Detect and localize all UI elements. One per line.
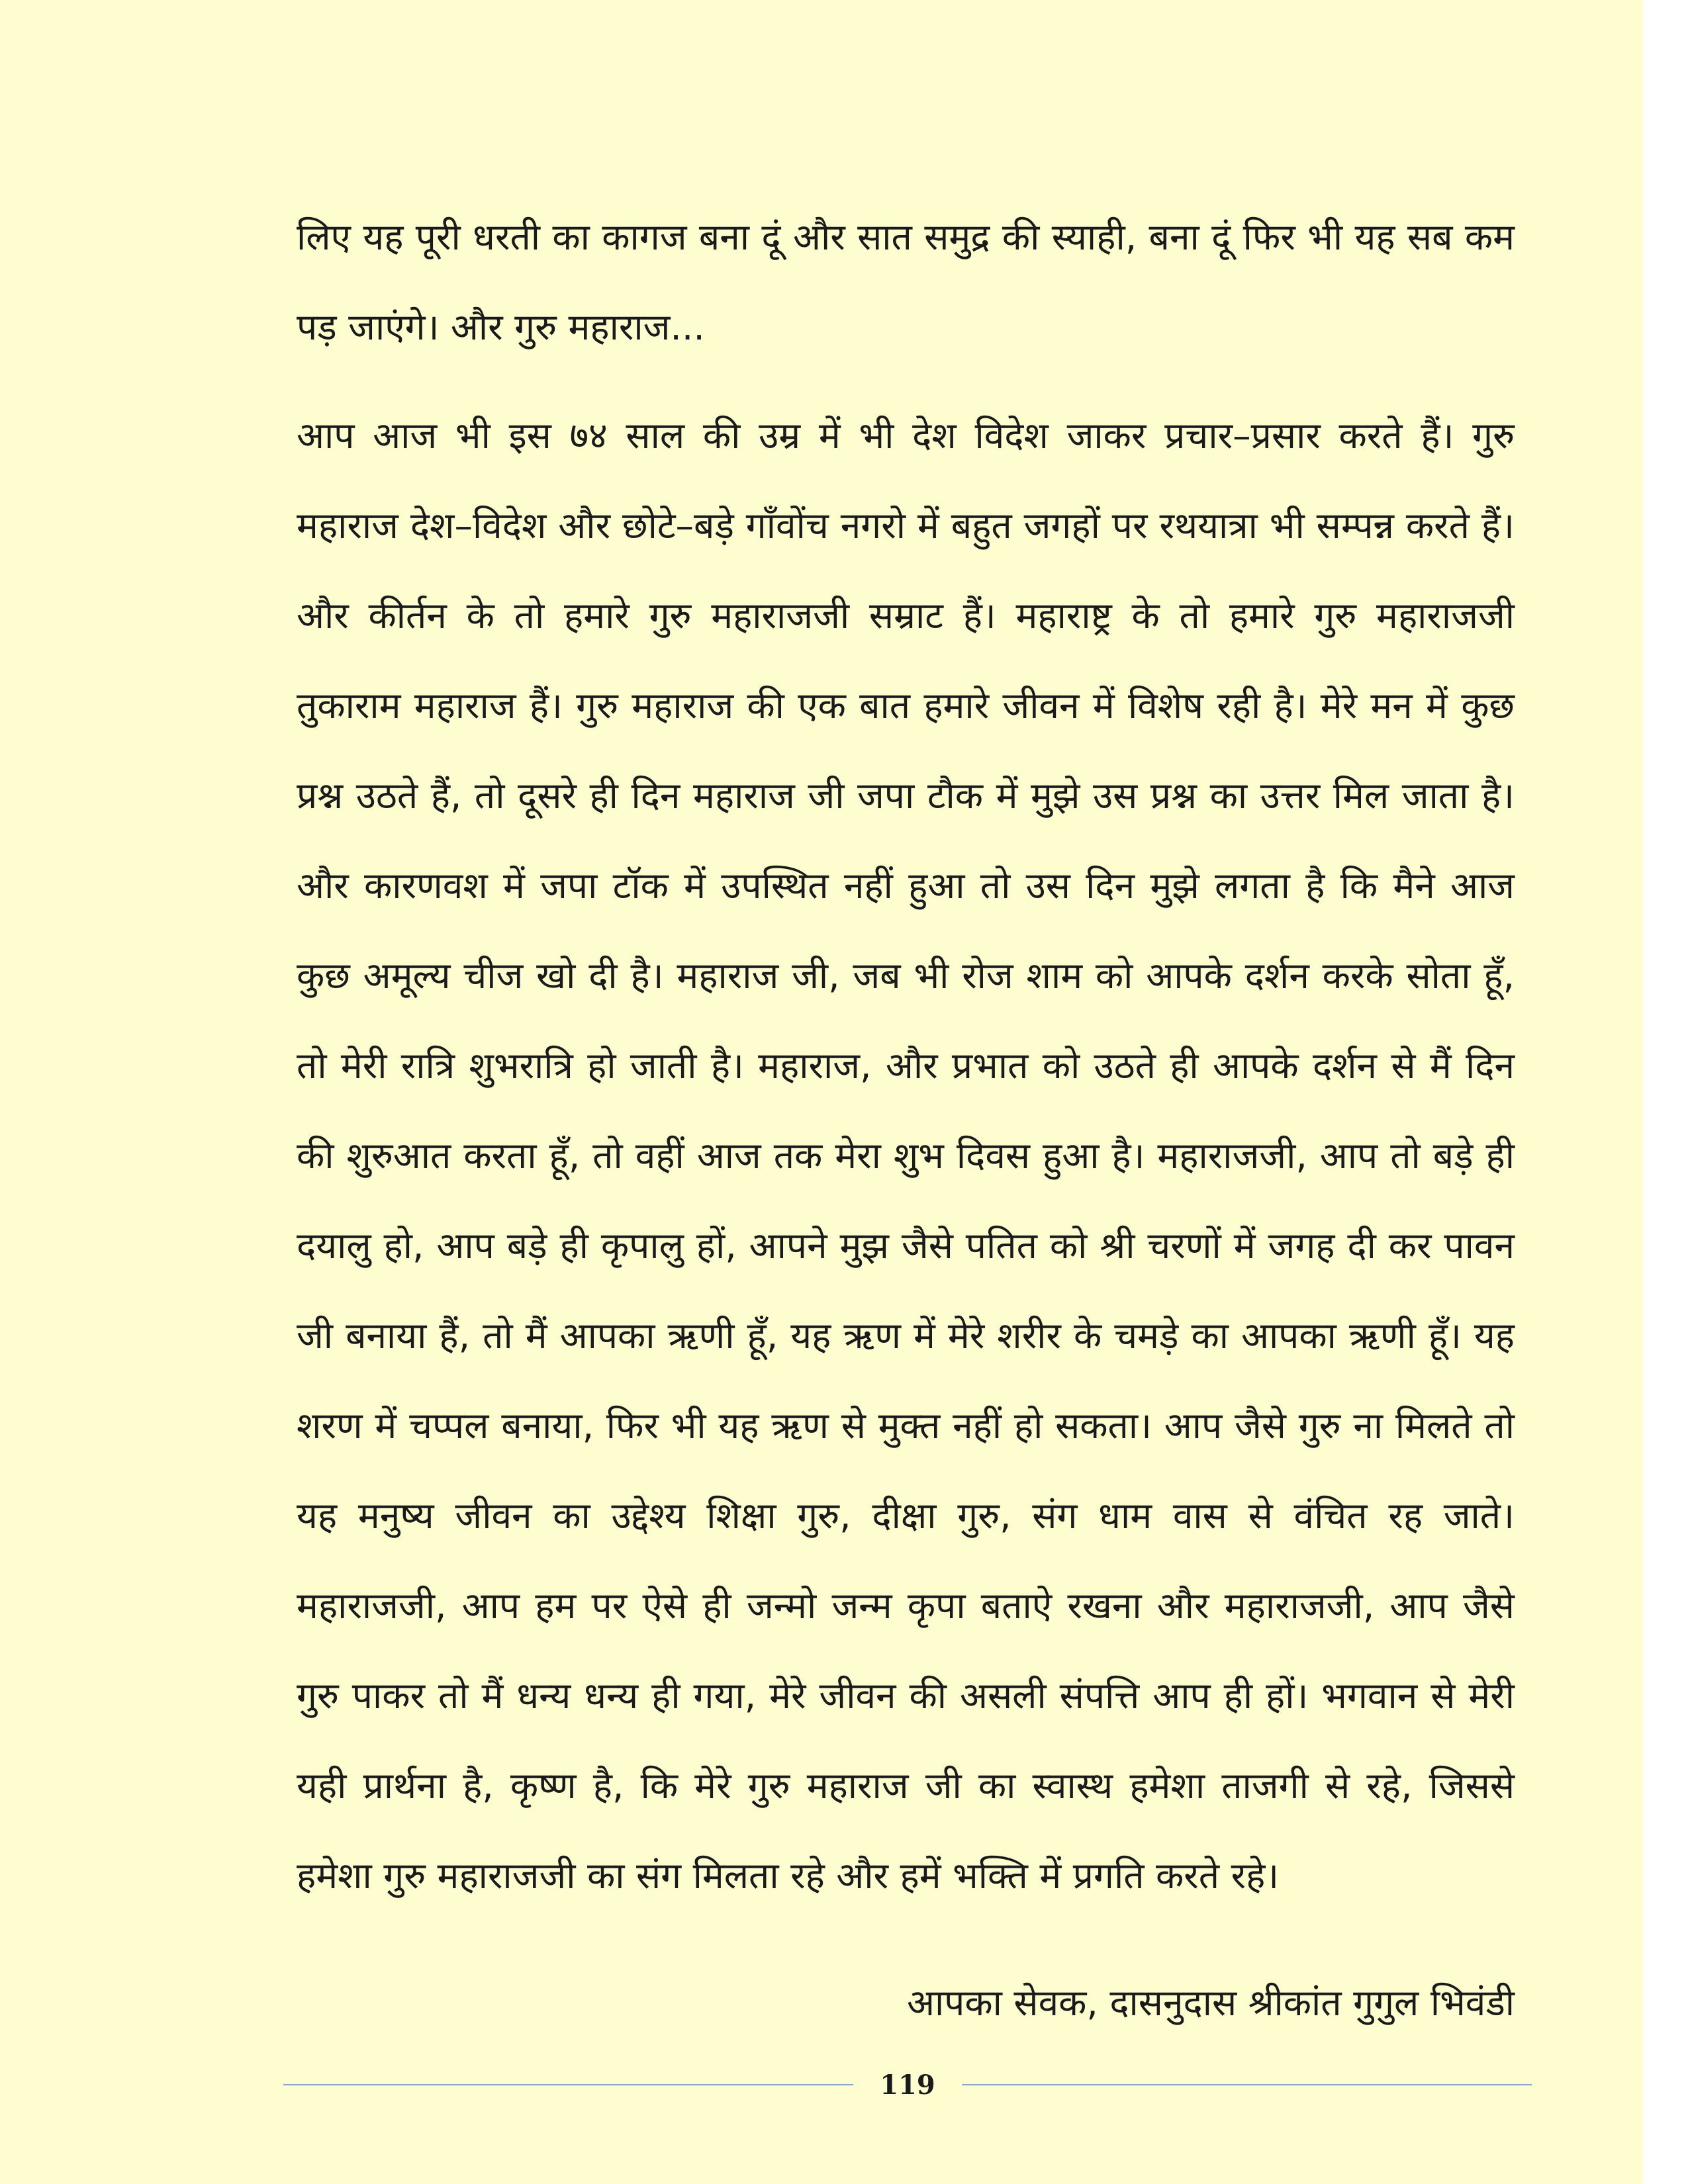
paragraph-1: लिए यह पूरी धरती का कागज बना दूं और सात समुद्र की स्याही, बना दूं फिर भी यह सब कम पड़ जाएंगे। और गुरु महाराज... — [297, 216, 1515, 348]
page-footer — [283, 2065, 1532, 2105]
page-number: 119 — [880, 2069, 935, 2101]
signature: आपका सेवक, दासनुदास श्रीकांत गुगुल भिवंडी — [906, 1981, 1515, 2024]
footer-rule-left — [283, 2084, 853, 2085]
footer-rule-right — [962, 2084, 1532, 2085]
paragraph-2: आप आज भी इस ७४ साल की उम्र में भी देश विदेश जाकर प्रचार–प्रसार करते हैं। गुरु महाराज देश–विदेश और छोटे–बड़े गाँवोंच नगरो में बहुत जगहों पर रथयात्रा भी सम्पन्न करते हैं। और कीर्तन के तो हमारे गुरु महाराजजी सम्राट हैं। महाराष्ट्र के तो हमारे गुरु महाराजजी तुकाराम महाराज हैं। गुरु महाराज की एक बात हमारे जीवन में विशेष रही है। मेरे मन में कुछ प्रश्न उठते हैं, तो दूसरे ही दिन महाराज जी जपा टौक में मुझे उस प्रश्न का उत्तर मिल जाता है। और कारणवश में जपा टॉक में उपस्थित नहीं हुआ तो उस दिन मुझे लगता है कि मैने आज कुछ अमूल्य चीज खो दी है। महाराज जी, जब भी रोज शाम को आपके दर्शन करके सोता हूँ, तो मेरी रात्रि शुभरात्रि हो जाती है। महाराज, और प्रभात को उठते ही आपके दर्शन से मैं दिन की शुरुआत करता हूँ, तो वहीं आज तक मेरा शुभ दिवस हुआ है। महाराजजी, आप तो बड़े ही दयालु हो, आप बड़े ही कृपालु हों, आपने मुझ जैसे पतित को श्री चरणों में जगह दी कर पावन जी बनाया हैं, तो मैं आपका ऋणी हूँ, यह ऋण में मेरे शरीर के चमड़े का आपका ऋणी हूँ। यह शरण में चप्पल बनाया, फिर भी यह ऋण से मुक्त नहीं हो सकता। आप जैसे गुरु ना मिलते तो यह मनुष्य जीवन का उद्देश्य शिक्षा गुरु, दीक्षा गुरु, संग धाम वास से वंचित रह जाते। महाराजजी, आप हम पर ऐसे ही जन्मो जन्म कृपा बताऐ रखना और महाराजजी, आप जैसे गुरु पाकर तो मैं धन्य धन्य ही गया, मेरे जीवन की असली संपत्ति आप ही हों। भगवान से मेरी यही प्रार्थना है, कृष्ण है, कि मेरे गुरु महाराज जी का स्वास्थ हमेशा ताजगी से रहे, जिससे हमेशा गुरु महाराजजी का संग मिलता रहे और हमें भक्ति में प्रगति करते रहे। — [297, 414, 1515, 1897]
letter-body — [297, 192, 1515, 2036]
